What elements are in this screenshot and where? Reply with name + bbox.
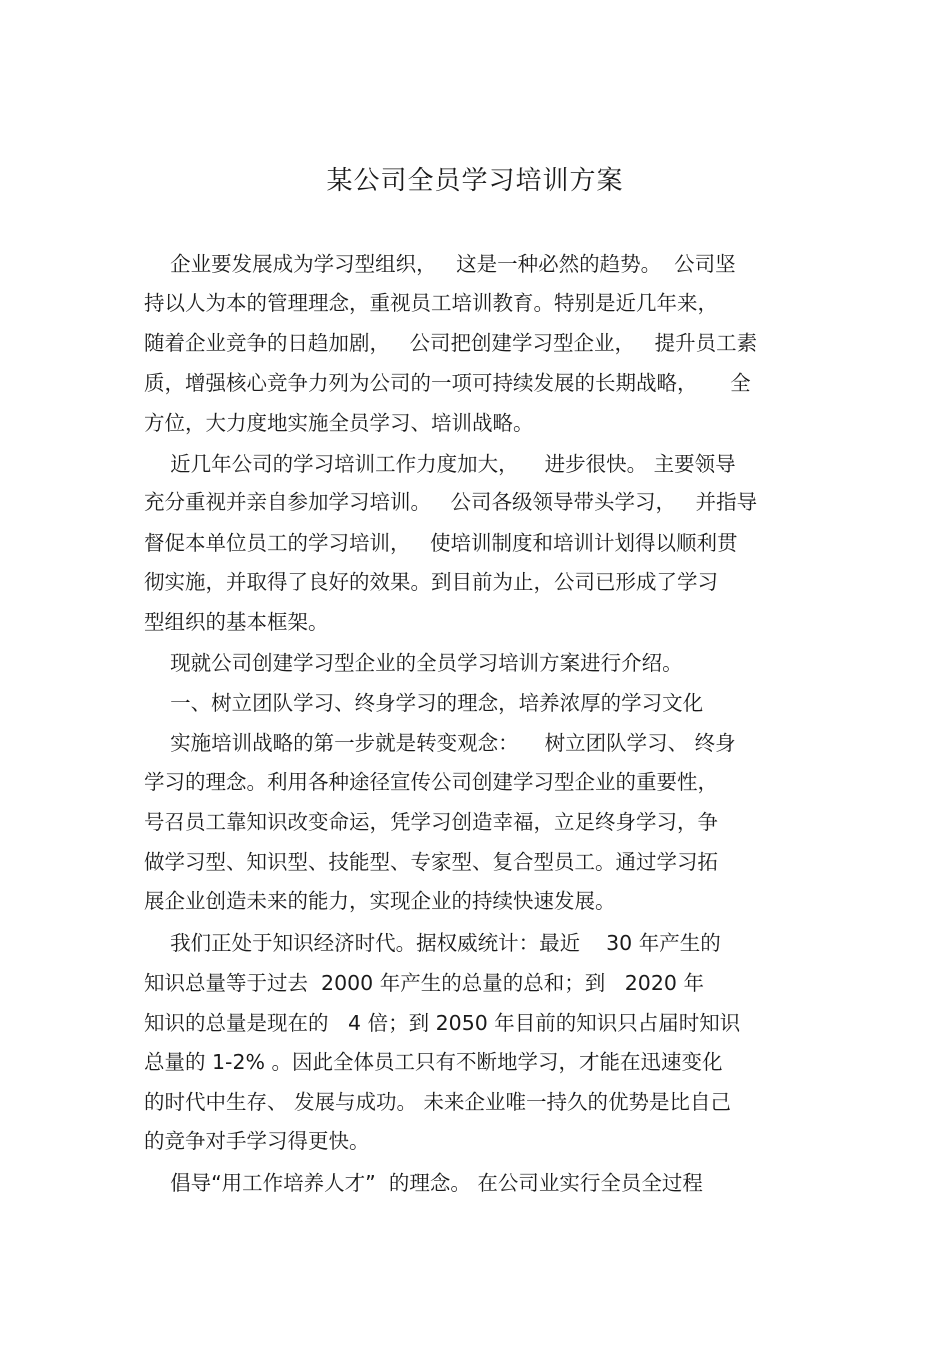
text-line: 倡导“用工作培养人才” 的理念。 在公司业实行全员全过程 [144,1171,703,1195]
text-line: 企业要发展成为学习型组织， 这是一种必然的趋势。 公司坚 [144,252,736,276]
text-line: 总量的 1-2% 。因此全体员工只有不断地学习，才能在迅速变化 [144,1050,723,1074]
text-line: 质，增强核心竞争力列为公司的一项可持续发展的长期战略， 全 [144,371,751,395]
text-line: 的时代中生存、 发展与成功。 未来企业唯一持久的优势是比自己 [144,1090,732,1114]
text-line: 的竞争对手学习得更快。 [144,1129,370,1153]
text-line: 知识总量等于过去 2000 年产生的总量的总和；到 2020 年 [144,971,704,995]
text-line: 近几年公司的学习培训工作力度加大， 进步很快。 主要领导 [144,452,736,476]
text-line: 督促本单位员工的学习培训， 使培训制度和培训计划得以顺利贯 [144,531,738,555]
text-line: 我们正处于知识经济时代。据权威统计：最近 30 年产生的 [144,931,721,955]
text-line: 充分重视并亲自参加学习培训。 公司各级领导带头学习， 并指导 [144,490,758,514]
text-line: 展企业创造未来的能力，实现企业的持续快速发展。 [144,889,616,913]
text-line: 知识的总量是现在的 4 倍；到 2050 年目前的知识只占届时知识 [144,1011,741,1035]
text-line: 号召员工靠知识改变命运，凭学习创造幸福，立足终身学习，争 [144,810,718,834]
text-line: 型组织的基本框架。 [144,610,329,634]
text-line: 彻实施，并取得了良好的效果。到目前为止，公司已形成了学习 [144,570,718,594]
text-line: 持以人为本的管理理念，重视员工培训教育。特别是近几年来， [144,291,718,315]
text-line: 现就公司创建学习型企业的全员学习培训方案进行介绍。 [144,651,683,675]
text-line: 随着企业竞争的日趋加剧， 公司把创建学习型企业， 提升员工素 [144,331,758,355]
text-line: 学习的理念。利用各种途径宣传公司创建学习型企业的重要性， [144,770,718,794]
text-line: 做学习型、知识型、技能型、专家型、复合型员工。通过学习拓 [144,850,718,874]
text-line: 方位，大力度地实施全员学习、培训战略。 [144,411,534,435]
document-title: 某公司全员学习培训方案 [326,166,624,196]
text-line: 实施培训战略的第一步就是转变观念： 树立团队学习、 终身 [144,731,736,755]
section-heading: 一、树立团队学习、终身学习的理念，培养浓厚的学习文化 [144,691,704,715]
